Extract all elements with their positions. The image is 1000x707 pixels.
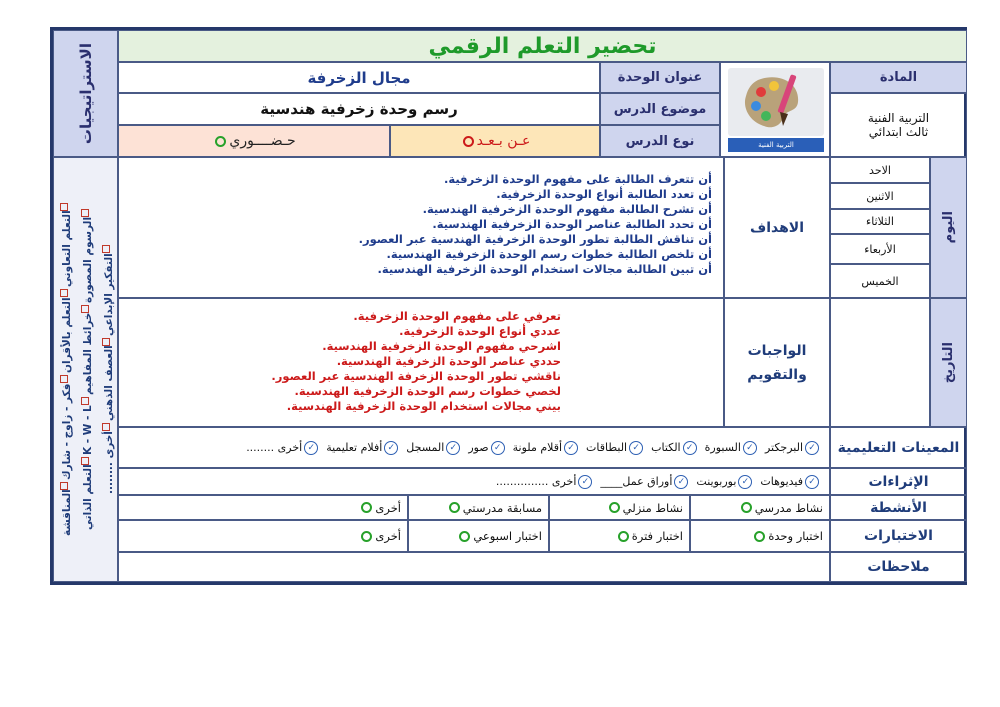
objective-item: أن تتعرف الطالبة على مفهوم الوحدة الزخرفية. [444,172,712,186]
test-option[interactable] [118,520,408,552]
homework-label-line1: الواجبات [747,342,807,359]
activity-option-label: نشاط منزلي [622,500,683,515]
checkbox-icon[interactable] [81,457,89,465]
aid-option[interactable] [326,441,400,454]
enrichment-label: الإثراءات [868,473,929,490]
art-palette-icon [728,68,824,136]
aids-label-cell [830,427,967,468]
day-label: الثلاثاء [866,215,894,228]
strategy-option[interactable] [100,423,117,494]
remote-option-cell[interactable] [390,125,600,157]
strategy-option[interactable] [58,482,75,537]
check-circle-icon[interactable]: ✓ [738,475,752,489]
strategy-option[interactable] [79,209,96,303]
homework-item: عددي أنواع الوحدة الزخرفية. [399,324,561,338]
strategy-label: التعلم بالأقران [61,297,73,374]
strategies-header-cell [53,30,118,157]
aid-option-label: الكتاب [651,440,681,454]
aid-option-label: أقلام ملونة [512,440,563,454]
checkbox-icon[interactable] [102,338,110,346]
radio-circle-icon[interactable] [361,531,372,542]
aid-option-label: أخرى ........ [246,440,303,454]
aid-option[interactable] [765,441,821,454]
enrichment-option-label: فيديوهات [760,474,803,488]
aid-option-label: أفلام تعليمية [326,440,383,454]
date-value-cell[interactable] [830,298,930,427]
checkbox-icon[interactable] [81,209,89,217]
day-cell[interactable] [830,209,930,234]
day-label: الاثنين [866,189,894,203]
homework-item: ناقشي تطور الوحدة الزخرفة الهندسية عبر العصور. [271,369,561,383]
day-header: اليوم [941,211,956,244]
radio-circle-icon[interactable] [361,502,372,513]
lesson-value: رسم وحدة زخرفية هندسية [260,100,458,118]
activity-option-label: أخرى [375,500,401,515]
strategy-label: العصف الذهني [103,345,115,422]
activity-option[interactable] [690,495,830,520]
aid-option[interactable] [406,441,462,454]
enrichment-option-label: بوربوينت [696,474,737,488]
day-cell[interactable] [830,234,930,264]
strategy-label: التعلم التعاوني [61,210,73,288]
radio-circle-icon[interactable] [449,502,460,513]
presence-option-label: حـضــــوري [229,133,296,149]
check-circle-icon[interactable]: ✓ [805,475,819,489]
objective-item: أن تبين الطالبة مجالات استخدام الوحدة الزخرفية الهندسية. [377,262,712,276]
check-circle-icon[interactable]: ✓ [304,441,318,455]
aid-option[interactable] [705,441,759,454]
subject-value-line1: التربية الفنية [867,111,930,125]
objective-item: أن تناقش الطالبة تطور الوحدة الزخرفية الهندسية عبر العصور. [358,232,712,246]
strategy-option[interactable] [58,289,75,373]
check-circle-icon[interactable]: ✓ [384,441,398,455]
enrichment-option-label: أوراق عمل____ [600,474,673,488]
strategy-label: التعلم الذاتي [82,464,94,531]
aid-option-label: صور [468,440,489,454]
test-option-label: اختبار اسبوعي [473,529,542,543]
activity-option-label: مسابقة مدرستي [462,500,542,515]
check-circle-icon[interactable]: ✓ [629,441,643,455]
aid-option[interactable] [468,441,506,454]
page-title: تحضير التعلم الرقمي [428,33,657,59]
radio-circle-icon[interactable] [459,531,470,542]
strategy-label: فكر - زاوج - شارك [61,383,73,480]
subject-image-cell [720,62,830,157]
aid-option[interactable] [586,441,645,454]
aid-option[interactable] [246,441,320,454]
date-header: التاريخ [941,341,956,384]
unit-label: عنوان الوحدة [617,70,703,85]
homework-list [119,309,561,414]
remote-radio-icon[interactable] [463,136,474,147]
enrichment-list [490,475,821,489]
lesson-type-label-cell [600,125,720,157]
enrichment-option-label: أخرى ............... [495,474,577,488]
checkbox-icon[interactable] [102,245,110,253]
strategy-option[interactable] [100,245,117,336]
presence-option-cell[interactable] [118,125,390,157]
strategy-option[interactable] [58,203,75,288]
enrichment-option[interactable] [696,475,754,488]
strategy-option[interactable] [79,397,96,455]
homework-item: تعرفي على مفهوم الوحدة الزخرفية. [353,309,561,323]
homework-item: بيني مجالات استخدام الوحدة الزخرفية الهندسية. [286,399,561,413]
checkbox-icon[interactable] [81,397,89,405]
test-option[interactable] [408,520,549,552]
objectives-content-cell [118,157,724,298]
test-option-label: اختبار وحدة [768,529,823,543]
strategy-label: الرسوم المصورة [82,216,94,303]
aids-content-cell [118,427,830,468]
enrichment-label-cell [830,468,967,495]
check-circle-icon[interactable]: ✓ [683,441,697,455]
lesson-label-cell [600,93,720,125]
strategies-list-cell [53,157,118,582]
strategy-option[interactable] [58,375,75,480]
aid-option-label: البرجكتر [764,440,803,454]
radio-circle-icon[interactable] [754,531,765,542]
objective-item: أن تحدد الطالبة عناصر الوحدة الزخرفية الهندسية. [432,217,712,231]
aid-option-label: البطاقات [586,440,628,454]
day-cell[interactable] [830,183,930,209]
check-circle-icon[interactable]: ✓ [446,441,460,455]
tests-label-cell [830,520,967,552]
enrichment-option[interactable] [760,475,821,488]
homework-label-cell [724,298,830,427]
strategy-label: المناقشة [61,489,73,537]
check-circle-icon[interactable]: ✓ [564,441,578,455]
strategy-option[interactable] [79,457,96,531]
check-circle-icon[interactable]: ✓ [743,441,757,455]
strategy-option[interactable] [100,338,117,422]
enrichment-content-cell [118,468,830,495]
day-label: الاحد [869,163,891,177]
homework-item: اشرحي مفهوم الوحدة الزخرفية الهندسية. [322,339,561,353]
day-cell[interactable] [830,157,930,183]
test-option-label: اختبار فترة [631,529,683,543]
activity-option[interactable] [118,495,408,520]
activity-option[interactable] [408,495,549,520]
strategy-label: التفكير الإبداعي [103,252,115,336]
notes-value-cell[interactable] [118,552,830,582]
day-header-cell [930,157,967,298]
checkbox-icon[interactable] [102,423,110,431]
day-label: الأربعاء [864,242,896,256]
notes-label-cell [830,552,967,582]
checkbox-icon[interactable] [60,482,68,490]
subject-value-cell [830,93,967,157]
aid-option[interactable] [513,441,580,454]
lesson-label: موضوع الدرس [613,101,707,117]
unit-value-cell [118,62,600,93]
radio-circle-icon[interactable] [609,502,620,513]
checkbox-icon[interactable] [60,203,68,211]
strategies-list [54,158,118,581]
aid-option-label: المسجل [406,440,445,454]
aids-list [240,441,821,455]
homework-item: حددي عناصر الوحدة الزخرفية الهندسية. [336,354,561,368]
strategy-label: خرائط المفاهيم [82,312,94,396]
aids-label: المعينات التعليمية [837,439,960,456]
homework-content-cell [118,298,724,427]
book-label-strip [728,138,824,152]
subject-label-cell [830,62,967,93]
radio-circle-icon[interactable] [741,502,752,513]
enrichment-option[interactable] [600,475,690,488]
radio-circle-icon[interactable] [618,531,629,542]
unit-label-cell [600,62,720,93]
remote-option-label: عـن بـعـد [476,133,531,149]
notes-label: ملاحظات [867,559,930,575]
objectives-list [119,172,715,277]
objective-item: أن تشرح الطالبة مفهوم الوحدة الزخرفية الهندسية. [422,202,712,216]
objective-item: أن تعدد الطالبة أنواع الوحدة الزخرفية. [496,187,712,201]
subject-label: المادة [879,70,918,85]
unit-value: مجال الزخرفة [307,68,411,87]
book-label: التربية الفنية [758,141,794,149]
aid-option[interactable] [651,441,699,454]
day-cell[interactable] [830,264,930,298]
check-circle-icon[interactable]: ✓ [578,475,592,489]
homework-item: لخصي خطوات رسم الوحدة الزخرفية الهندسية. [294,384,561,398]
activity-option-label: نشاط مدرسي [754,500,823,515]
check-circle-icon[interactable]: ✓ [491,441,505,455]
tests-label: الاختبارات [864,528,933,544]
check-circle-icon[interactable]: ✓ [674,475,688,489]
test-option[interactable] [549,520,690,552]
enrichment-option[interactable] [496,475,594,488]
strategy-label: أخرى ........ [103,431,115,495]
aid-option-label: السبورة [704,440,741,454]
lesson-type-label: نوع الدرس [625,133,695,149]
lesson-value-cell [118,93,600,125]
date-header-cell [930,298,967,427]
homework-label-line2: والتقويم [747,366,807,383]
objectives-label-cell [724,157,830,298]
presence-radio-icon[interactable] [215,136,226,147]
strategy-label: K - W - L [82,405,94,455]
checkbox-icon[interactable] [60,375,68,383]
subject-value-line2: ثالث ابتدائي [868,125,929,139]
strategies-header: الاستراتيجيات [76,42,95,145]
test-option[interactable] [690,520,830,552]
activities-label-cell [830,495,967,520]
day-label: الخميس [861,274,899,288]
checkbox-icon[interactable] [81,305,89,313]
strategy-option[interactable] [79,305,96,395]
lesson-plan-sheet [50,27,967,585]
activity-option[interactable] [549,495,690,520]
test-option-label: أخرى [375,529,401,543]
title-bar [118,30,967,62]
activities-label: الأنشطة [870,499,927,516]
objectives-label: الاهداف [749,219,805,236]
check-circle-icon[interactable]: ✓ [805,441,819,455]
objective-item: أن تلخص الطالبة خطوات رسم الوحدة الزخرفية الهندسية. [386,247,712,261]
checkbox-icon[interactable] [60,289,68,297]
